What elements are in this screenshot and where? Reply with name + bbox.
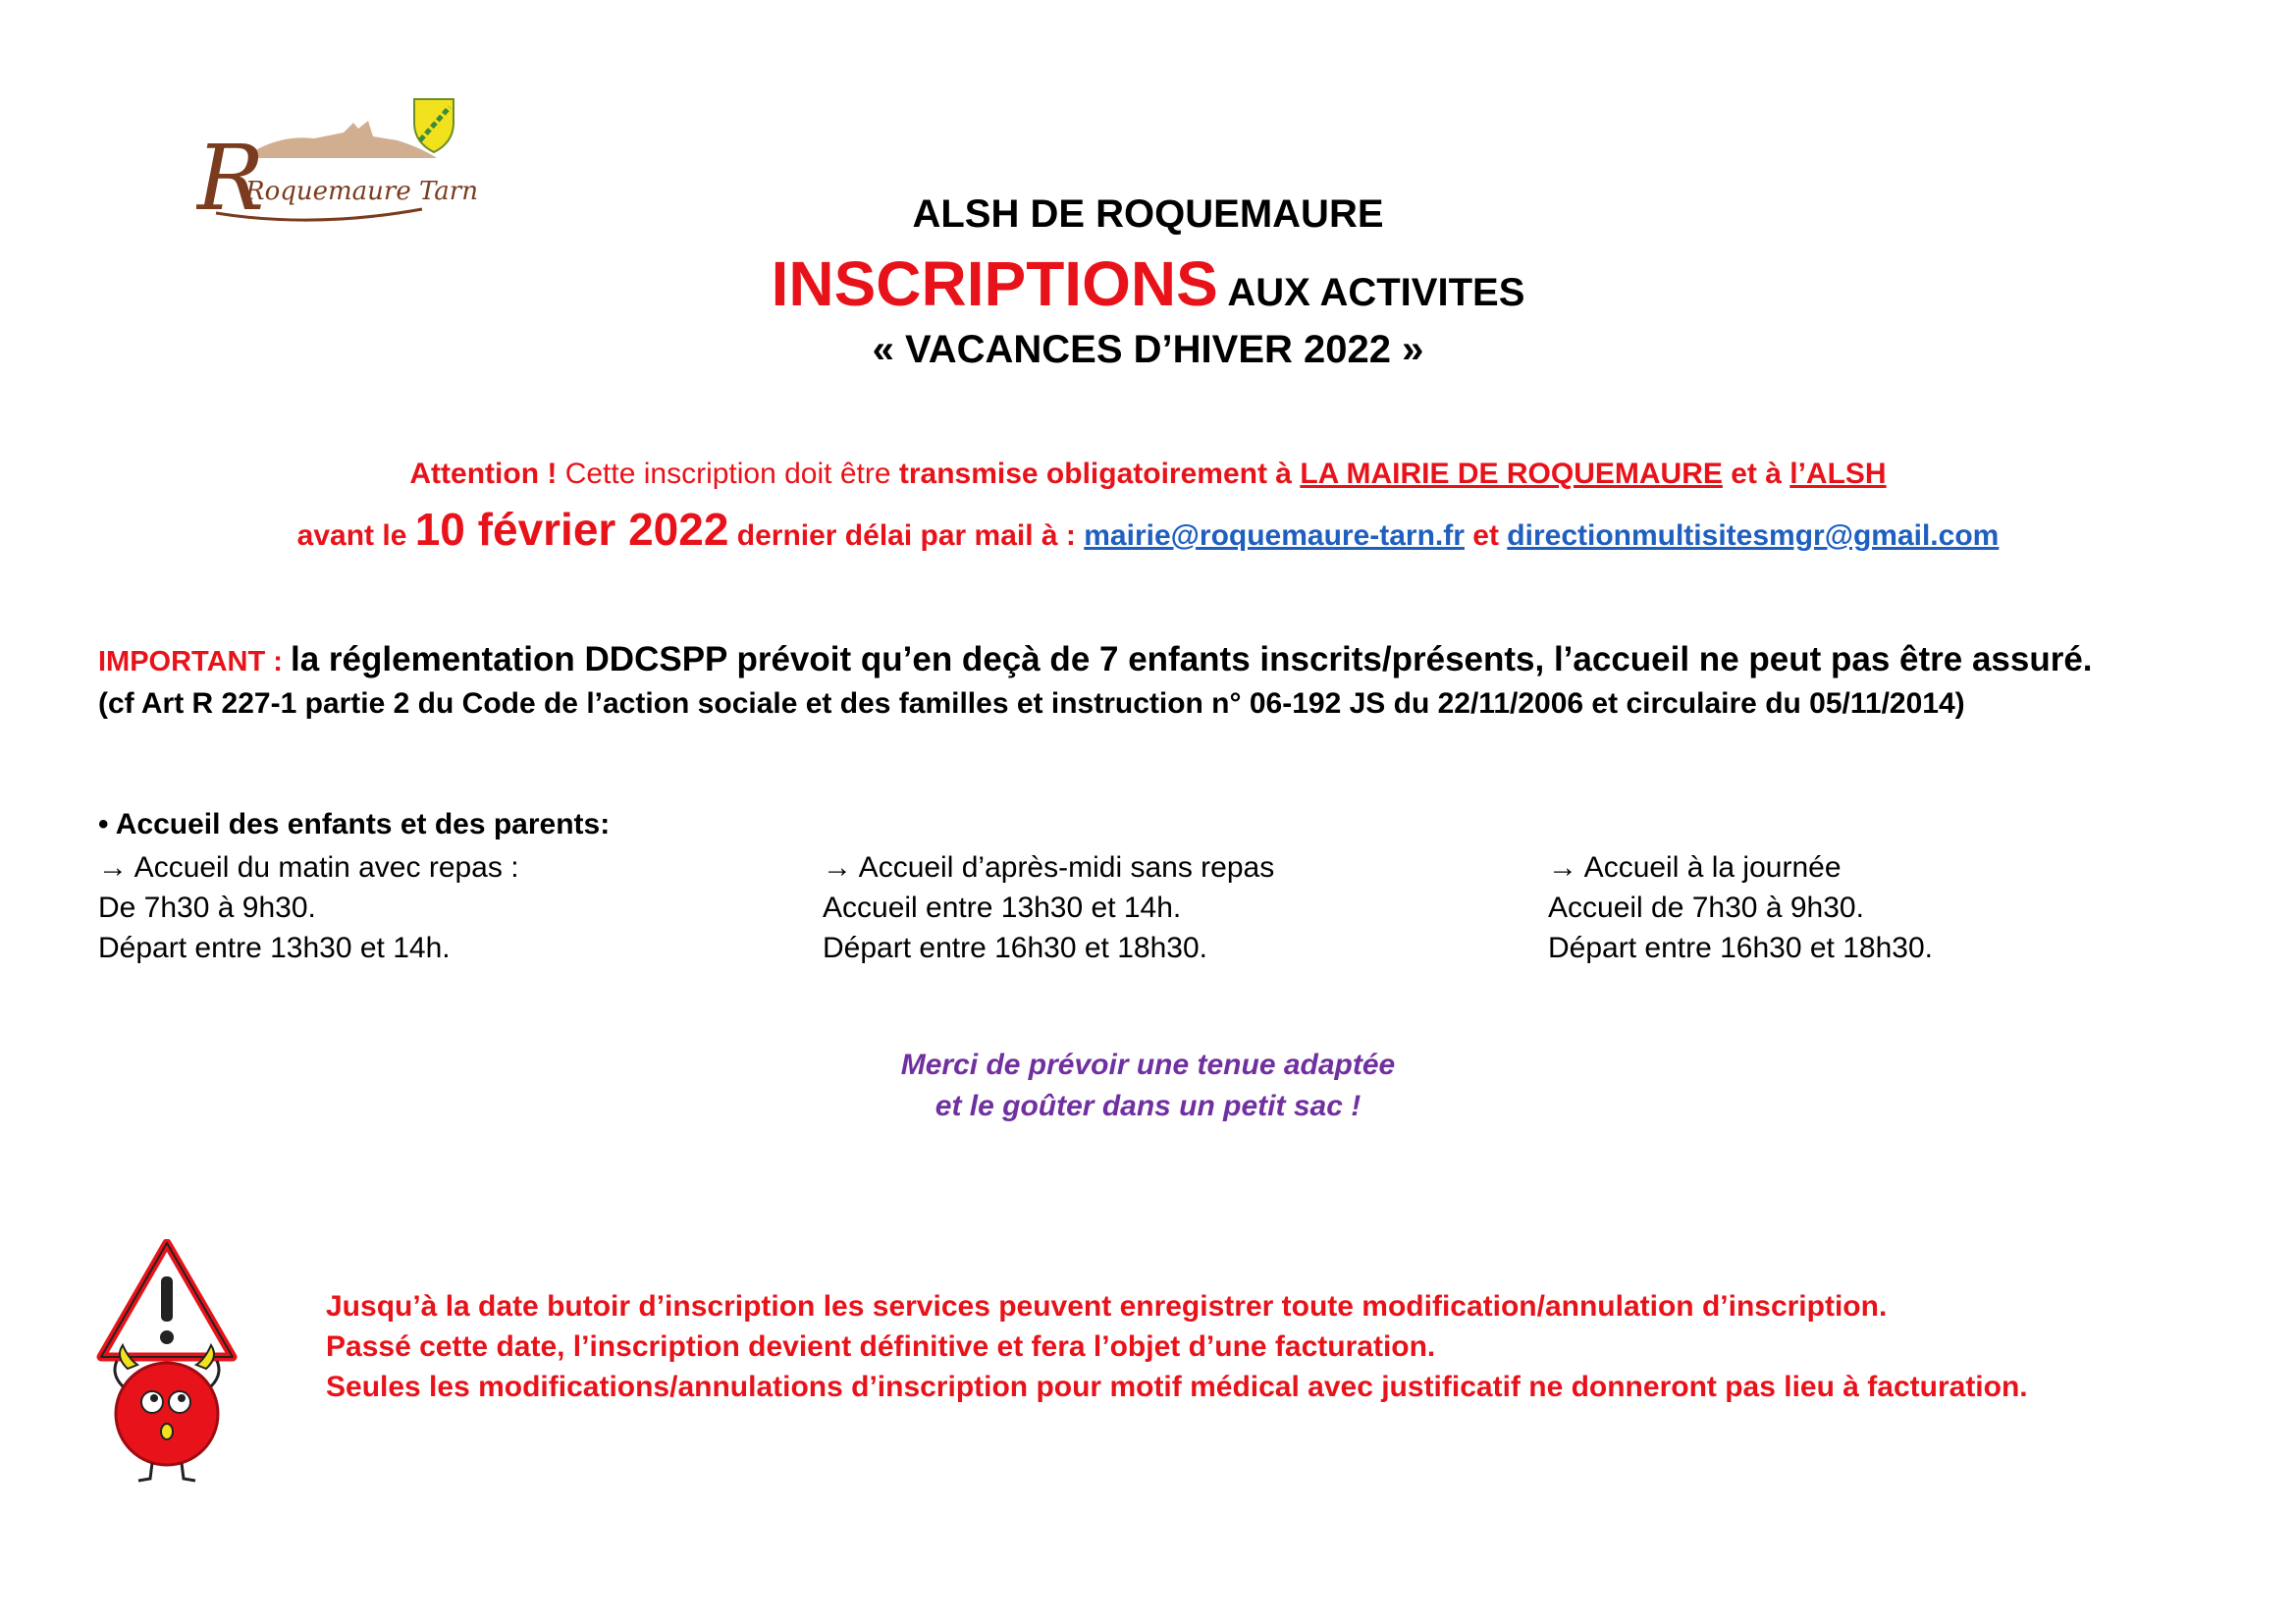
attention-et: et à — [1722, 458, 1790, 490]
attention-label: Attention ! — [409, 458, 565, 490]
accueil-line: → Accueil du matin avec repas : — [98, 851, 519, 884]
accueil-line: Départ entre 16h30 et 18h30. — [1548, 932, 1933, 964]
merci-line-1: Merci de prévoir une tenue adaptée — [900, 1049, 1396, 1081]
email-separator: et — [1464, 519, 1508, 552]
warning-text — [326, 1286, 2028, 1407]
attention-alsh: l’ALSH — [1789, 458, 1887, 490]
deadline-prefix: avant le — [296, 519, 415, 552]
attention-mairie: LA MAIRIE DE ROQUEMAURE — [1300, 458, 1723, 490]
title-inscriptions-small: AUX ACTIVITES — [1217, 271, 1525, 314]
deadline-date: 10 février 2022 — [414, 504, 729, 555]
accueil-column-apres-midi — [823, 847, 1274, 968]
accueil-line: De 7h30 à 9h30. — [98, 892, 316, 924]
accueil-line: Accueil de 7h30 à 9h30. — [1548, 892, 1864, 924]
accueil-line: Accueil entre 13h30 et 14h. — [823, 892, 1182, 924]
accueil-line: Départ entre 13h30 et 14h. — [98, 932, 451, 964]
attention-line-1 — [0, 458, 2296, 491]
warning-mascot-icon — [93, 1239, 240, 1485]
accueil-line: → Accueil d’après-midi sans repas — [823, 851, 1275, 884]
important-line — [98, 640, 2093, 679]
accueil-line: Départ entre 16h30 et 18h30. — [823, 932, 1207, 964]
important-label: IMPORTANT : — [98, 646, 291, 677]
accueil-column-matin — [98, 847, 519, 968]
email-link-direction[interactable]: directionmultisitesmgr@gmail.com — [1507, 519, 2000, 552]
logo-text: Roquemaure Tarn — [245, 177, 478, 206]
warning-line: Seules les modifications/annulations d’inscription pour motif médical avec justificatif ne donneront pas lieu à facturation. — [326, 1371, 2028, 1403]
merci-note — [0, 1045, 2296, 1127]
attention-transmise: transmise obligatoirement à — [898, 458, 1301, 490]
merci-line-2: et le goûter dans un petit sac ! — [934, 1090, 1362, 1122]
warning-line: Jusqu’à la date butoir d’inscription les services peuvent enregistrer toute modification/annulation d’inscription. — [326, 1290, 1888, 1323]
email-link-mairie[interactable]: mairie@roquemaure-tarn.fr — [1084, 519, 1465, 552]
accueil-title: • Accueil des enfants et des parents: — [98, 808, 611, 840]
attention-text: Cette inscription doit être — [564, 458, 899, 490]
accueil-line: → Accueil à la journée — [1548, 851, 1842, 884]
important-text: la réglementation DDCSPP prévoit qu’en deçà de 7 enfants inscrits/présents, l’accueil ne peut pas être assuré. — [291, 640, 2093, 678]
attention-line-2 — [0, 503, 2296, 556]
title-alsh: ALSH DE ROQUEMAURE — [912, 192, 1384, 236]
title-inscriptions-big: INSCRIPTIONS — [771, 248, 1218, 319]
svg-text:R: R — [196, 126, 265, 231]
accueil-column-journee — [1548, 847, 1933, 968]
title-inscriptions — [0, 247, 2296, 320]
important-reference: (cf Art R 227-1 partie 2 du Code de l’action sociale et des familles et instruction n° 06-192 JS du 22/11/2006 et circulaire du 05/11/2014) — [98, 687, 1965, 720]
title-vacances: « VACANCES D’HIVER 2022 » — [872, 328, 1424, 371]
warning-line: Passé cette date, l’inscription devient définitive et fera l’objet d’une facturation. — [326, 1330, 1436, 1363]
deadline-suffix: dernier délai par mail à : — [728, 519, 1085, 552]
